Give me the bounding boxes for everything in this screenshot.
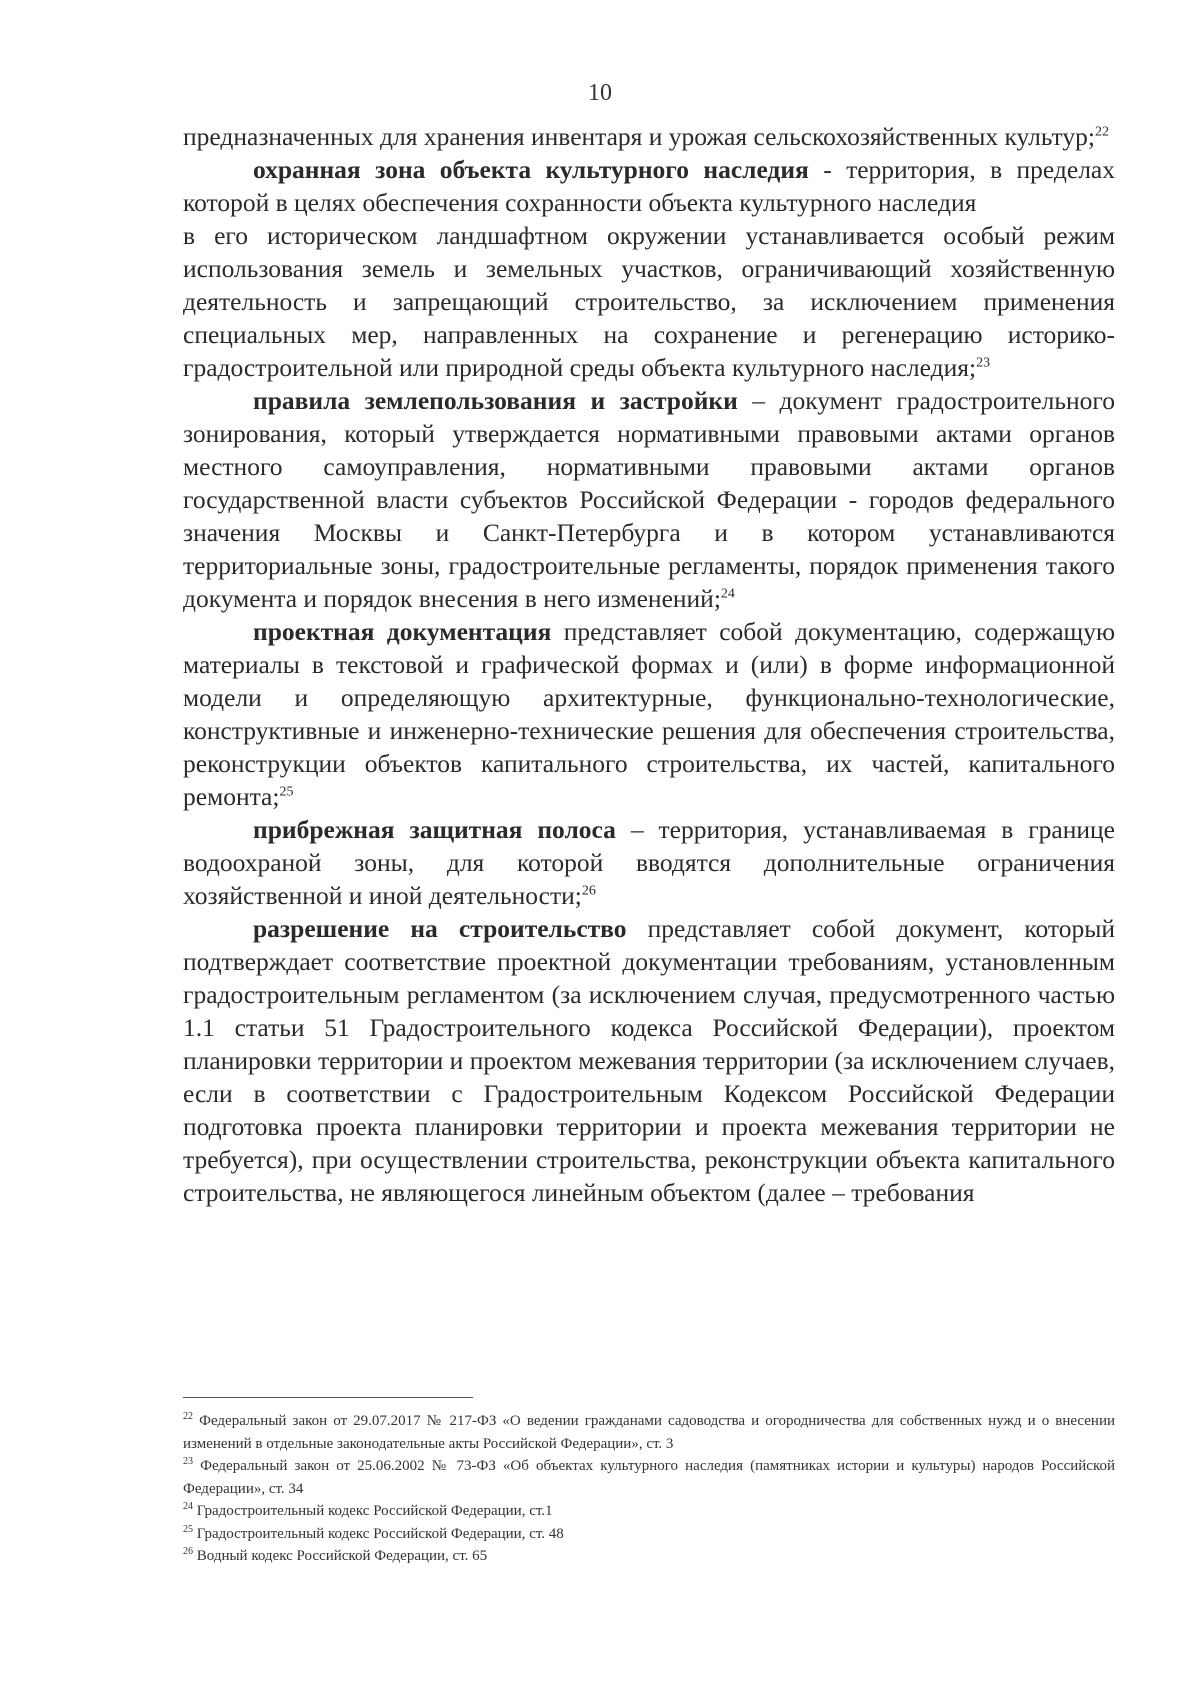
footnote-text: Водный кодекс Российской Федерации, ст. 65 [196,1548,488,1564]
footnote-item [183,1500,1115,1523]
footnote-ref[interactable]: 26 [581,883,596,899]
paragraph-text: предназначенных для хранения инвентаря и урожая сельскохозяйственных культур; [183,122,1095,151]
footnote-number: 22 [183,1411,193,1422]
paragraph-continuation [183,120,1115,153]
footnote-text: Федеральный закон от 29.07.2017 № 217-ФЗ «О ведении гражданами садоводства и огородничества для собственных нужд и о внесении изменений в отдельные законодательные акты Российской Федерации», ст. 3 [183,1413,1115,1452]
definition-paragraph [183,384,1115,615]
footnote-number: 23 [183,1456,193,1467]
paragraph-continuation [183,219,1115,384]
footnote-separator [183,1397,473,1398]
footnote-ref[interactable]: 25 [279,784,294,800]
defined-term: охранная зона объекта культурного наследия [253,155,809,184]
definition-text: представляет собой документ, который подтверждает соответствие проектной документации требованиям, установленным градостроительным регламентом (за исключением случая, предусмотренного частью 1.1 статьи 51 Градостроительного кодекса Российской Федерации), проектом планировки территории и проектом межевания территории (за исключением случаев, если в соответствии с Градостроительным Кодексом Российской Федерации подготовка проекта планировки территории и проекта межевания территории не требуется), при осуществлении строительства, реконструкции объекта капитального строительства, не являющегося линейным объектом (далее – требования [183,914,1115,1207]
paragraph-text: в его историческом ландшафтном окружении устанавливается особый режим использования земель и земельных участков, ограничивающий хозяйственную деятельность и запрещающий строительство, за исключением применения специальных мер, направленных на сохранение и регенерацию историко-градостроительной или природной среды объекта культурного наследия; [183,221,1115,382]
definition-paragraph [183,153,1115,219]
definition-paragraph [183,615,1115,813]
definition-text: представляет собой документацию, содержащую материалы в текстовой и графической формах и (или) в форме информационной модели и определяющую архитектурные, функционально-технологические, конструктивные и инженерно-технические решения для обеспечения строительства, реконструкции объектов капитального строительства, их частей, капитального ремонта; [183,617,1115,811]
footnote-ref[interactable]: 24 [720,586,735,602]
footnote-number: 26 [183,1546,193,1557]
footnote-item [183,1545,1115,1568]
defined-term: прибрежная защитная полоса [253,815,616,844]
footnotes [183,1410,1115,1568]
footnote-text: Градостроительный кодекс Российской Федерации, ст. 48 [196,1525,564,1542]
definition-paragraph [183,813,1115,912]
footnote-text: Федеральный закон от 25.06.2002 № 73-ФЗ «Об объектах культурного наследия (памятниках истории и культуры) народов Российской Федерации», ст. 34 [183,1458,1116,1497]
footnote-text: Градостроительный кодекс Российской Федерации, ст.1 [196,1503,553,1519]
footnote-item [183,1410,1115,1455]
footnote-item [183,1455,1115,1500]
definition-text: – документ градостроительного зонирования, который утверждается нормативными правовыми актами органов местного самоуправления, нормативными правовыми актами органов государственной власти субъектов Российской Федерации - городов федерального значения Москвы и Санкт-Петербурга и в котором устанавливаются территориальные зоны, градостроительные регламенты, порядок применения такого документа и порядок внесения в него изменений; [183,386,1115,613]
footnote-number: 24 [183,1501,193,1512]
footnote-ref[interactable]: 22 [1094,124,1109,140]
body-text [183,120,1115,1209]
defined-term: разрешение на строительство [253,914,627,943]
page-number: 10 [588,80,612,106]
definition-paragraph [183,912,1115,1209]
footnote-item [183,1523,1115,1546]
defined-term: правила землепользования и застройки [253,386,738,415]
footnote-ref[interactable]: 23 [976,355,991,371]
definition-text: – территория, устанавливаемая в границе водоохраной зоны, для которой вводятся дополнительные ограничения хозяйственной и иной деятельности; [183,815,1115,910]
definition-text: - территория, в пределах которой в целях обеспечения сохранности объекта культурного наследия [183,155,1115,217]
defined-term: проектная документация [253,617,552,646]
footnote-number: 25 [183,1523,193,1535]
